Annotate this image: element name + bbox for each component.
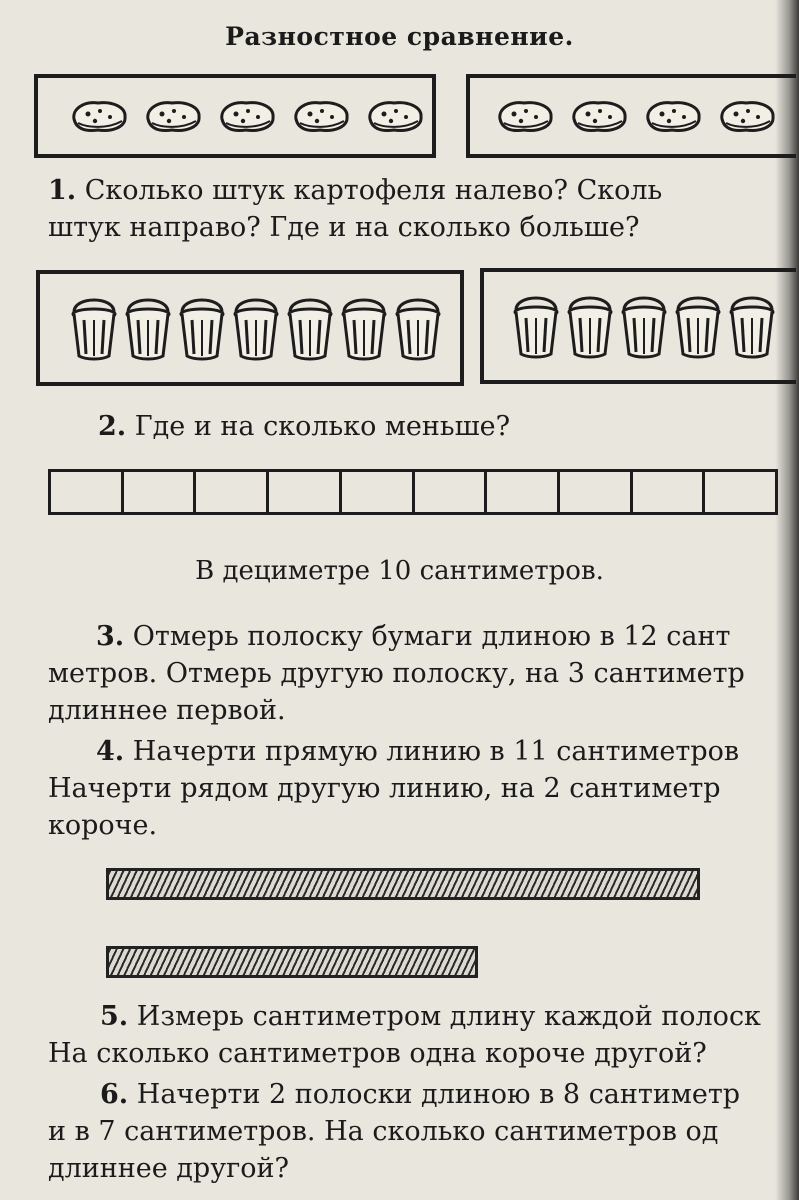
question-text: Измерь сантиметром длину каждой полоск: [128, 1001, 761, 1032]
question-text: Отмерь полоску бумаги длиною в 12 сант: [124, 621, 731, 652]
bucket-icon: [286, 294, 334, 362]
question-text: Начерти рядом другую линию, на 2 сантиметр: [48, 773, 721, 804]
ruler-cell: [196, 472, 269, 512]
decimeter-ruler: [48, 469, 778, 515]
bucket-box-left: [36, 270, 464, 386]
question-text: штук направо? Где и на сколько больше?: [48, 212, 640, 243]
question-3: [48, 618, 788, 729]
potato-icon: [364, 97, 426, 135]
question-number: 3.: [96, 621, 125, 652]
question-number: 4.: [96, 736, 125, 767]
long-strip: [106, 868, 700, 900]
potato-icon: [68, 97, 130, 135]
question-6: [48, 1076, 788, 1187]
short-strip: [106, 946, 478, 978]
ruler-cell: [705, 472, 775, 512]
ruler-cell: [269, 472, 342, 512]
potato-box-right: [466, 74, 796, 158]
potato-icon: [142, 97, 204, 135]
question-text: метров. Отмерь другую полоску, на 3 сантиметр: [48, 658, 745, 689]
question-text: Начерти 2 полоски длиною в 8 сантиметр: [128, 1079, 741, 1110]
bucket-box-right: [480, 268, 796, 384]
ruler-cell: [633, 472, 706, 512]
bucket-icon: [512, 292, 560, 360]
question-4: [48, 733, 788, 844]
question-text: длиннее первой.: [48, 695, 286, 726]
potato-icon: [568, 97, 630, 135]
ruler-cell: [124, 472, 197, 512]
bucket-icon: [394, 294, 442, 362]
bucket-icon: [728, 292, 776, 360]
question-1: [48, 172, 788, 246]
ruler-cell: [487, 472, 560, 512]
question-5: [48, 998, 788, 1072]
question-text: Начерти прямую линию в 11 сантиметров: [124, 736, 740, 767]
ruler-cell: [415, 472, 488, 512]
bucket-icon: [674, 292, 722, 360]
ruler-cell: [342, 472, 415, 512]
bucket-icon: [124, 294, 172, 362]
potato-icon: [494, 97, 556, 135]
question-text: и в 7 сантиметров. На сколько сантиметров од: [48, 1116, 719, 1147]
question-text: На сколько сантиметров одна короче другой?: [48, 1038, 707, 1069]
question-text: Сколько штук картофеля налево? Сколь: [76, 175, 663, 206]
bucket-icon: [566, 292, 614, 360]
bucket-icon: [70, 294, 118, 362]
question-2: [98, 408, 799, 445]
potato-icon: [216, 97, 278, 135]
decimeter-caption: В дециметре 10 сантиметров.: [195, 556, 604, 586]
question-text: длиннее другой?: [48, 1153, 289, 1184]
question-text: короче.: [48, 810, 158, 841]
bucket-icon: [620, 292, 668, 360]
potato-icon: [716, 97, 778, 135]
question-number: 1.: [48, 175, 77, 206]
question-number: 6.: [100, 1079, 129, 1110]
ruler-cell: [560, 472, 633, 512]
question-number: 5.: [100, 1001, 129, 1032]
potato-icon: [290, 97, 352, 135]
bucket-icon: [178, 294, 226, 362]
bucket-icon: [232, 294, 280, 362]
question-number: 2.: [98, 411, 127, 442]
page-title: Разностное сравнение.: [225, 22, 574, 51]
question-text: Где и на сколько меньше?: [126, 411, 511, 442]
potato-box-left: [34, 74, 436, 158]
potato-icon: [642, 97, 704, 135]
ruler-cell: [51, 472, 124, 512]
bucket-icon: [340, 294, 388, 362]
